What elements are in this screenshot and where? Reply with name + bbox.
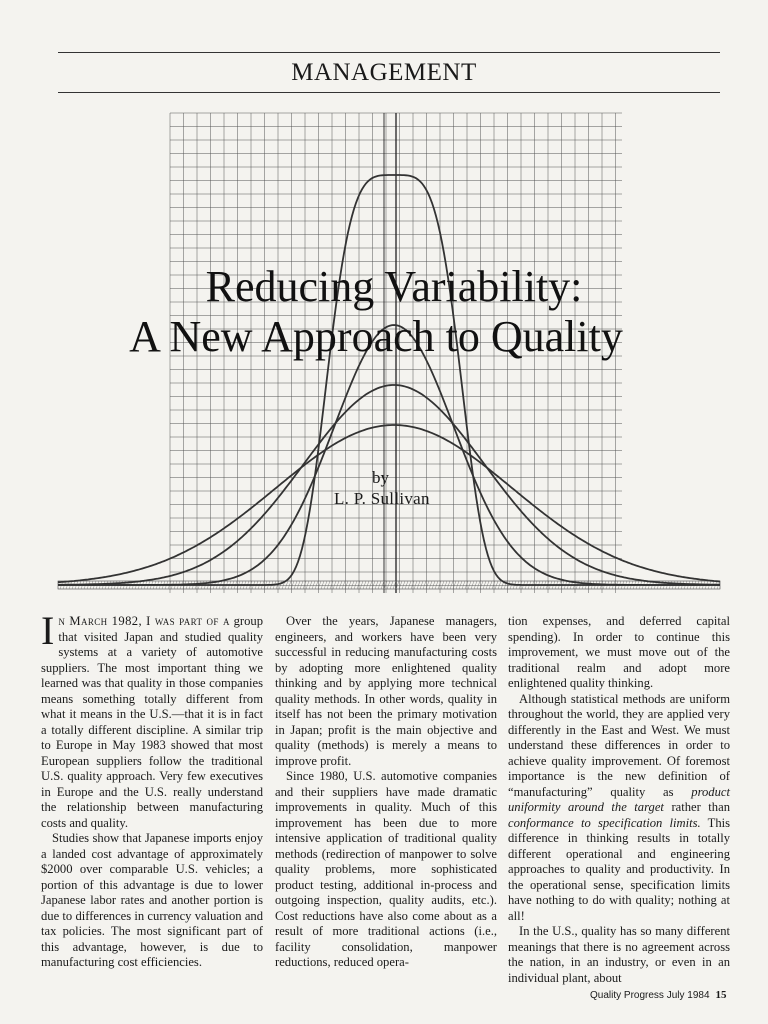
- narrow-normal-curve: [58, 325, 720, 585]
- article-column-1: [41, 608, 263, 971]
- article-column-3: [508, 614, 730, 986]
- top-rule-2: [58, 92, 720, 93]
- paragraph: Over the years, Japanese managers, engineers, and workers have been very successful in reducing manufacturing costs by adopting more enlightened quality thinking and by applying more technical quality methods. In other words, quality in itself has not been the primary motivation in Japan; profit is the main objective and quality (methods) is merely a means to improve profit.: [275, 614, 497, 768]
- paragraph: In the U.S., quality has so many different meanings that there is no agreement across the nation, in an industry, or even in an individual plant, about: [508, 924, 730, 985]
- paragraph-text: group that visited Japan and studied quality systems at a variety of automotive suppliers. The most important thing we learned was that quality in those companies means something totally different from what it means in the U.S.—that it is in fact a totally different discipline. A similar trip to Europe in May 1983 showed that most European suppliers follow the traditional U.S. quality approach. Very few executives in Europe and the U.S. really understand the relationship between manufacturing costs and quality.: [41, 614, 263, 830]
- flat-top-curve: [58, 175, 720, 585]
- page-number: 15: [715, 989, 727, 1001]
- drop-cap: I: [41, 608, 55, 653]
- emphasis-text: conformance to specification limits.: [508, 815, 701, 830]
- journal-issue: Quality Progress July 1984: [590, 990, 710, 1001]
- author-name: L. P. Sullivan: [334, 489, 430, 508]
- section-header: MANAGEMENT: [291, 59, 477, 86]
- article-column-2: [275, 614, 497, 971]
- paragraph-text: rather than: [671, 800, 730, 814]
- byline-by: by: [372, 468, 389, 487]
- article-title-line2: A New Approach to Quality: [129, 312, 623, 361]
- paragraph-text: Although statistical methods are uniform throughout the world, they are applied very differently in the East and West. We must understand these differences in order to achieve quality improvement. Of foremost importance is the new definition of “manufacturing” quality as: [508, 691, 730, 799]
- paragraph: tion expenses, and deferred capital spending). In order to continue this improvement, we must move out of the traditional realm and adopt more enlightened quality thinking.: [508, 614, 730, 690]
- paragraph: Since 1980, U.S. automotive companies and their suppliers have made dramatic improvements in quality. Much of this improvement has been due to more intensive application of traditional quality methods (redirection of manpower to solve quality problems, more sophisticated product testing, additional in-process and outgoing inspection, quality audits, etc.). Cost reductions have also come about as a result of more traditional actions (i.e., facility consolidation, manpower reductions, reduced opera-: [275, 769, 497, 969]
- paragraph-text: This difference in thinking results in totally different operational and engineering approaches to quality and productivity. In the operational sense, specification limits have nothing to do with quality; nothing at all!: [508, 815, 731, 923]
- article-title-line1: Reducing Variability:: [205, 262, 583, 311]
- paragraph: Studies show that Japanese imports enjoy a landed cost advantage of approximately $2000 over comparable U.S. vehicles; a portion of this advantage is due to lower Japanese labor rates and another portion is due to differences in currency valuation and tax policies. The most significant part of this advantage, however, is due to manufacturing cost efficiencies.: [41, 831, 263, 969]
- emphasis-text: product uniformity around the target: [508, 784, 730, 814]
- top-rule-1: [58, 52, 720, 53]
- page-footer: [590, 989, 727, 1001]
- paragraph: [41, 608, 263, 831]
- lead-in-small-caps: n March 1982, I was part of a: [58, 614, 230, 628]
- paragraph: [508, 692, 730, 925]
- medium-normal-curve: [58, 385, 720, 585]
